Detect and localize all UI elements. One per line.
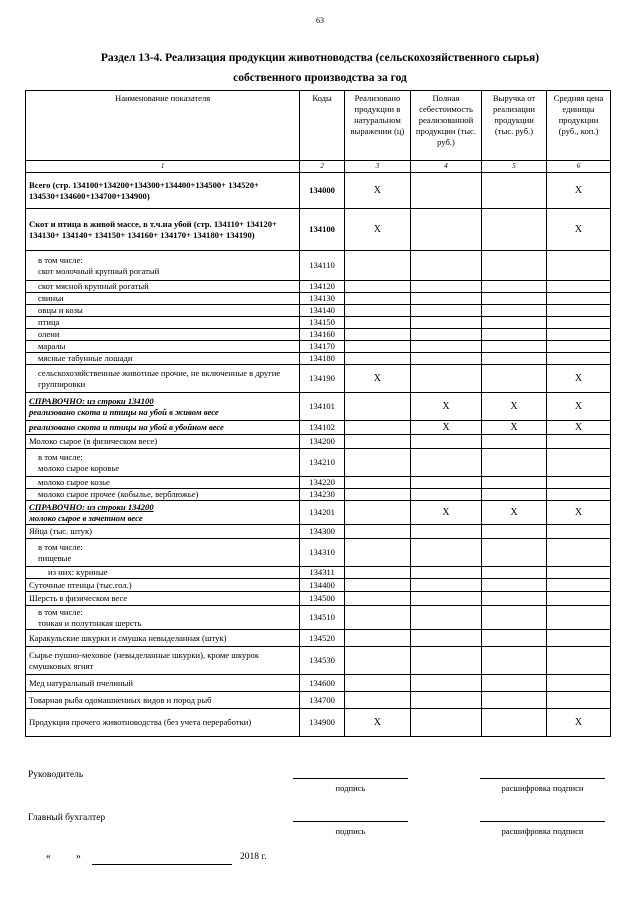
indicator-name [26, 365, 300, 393]
indicator-name [26, 525, 300, 539]
value-cell: X [547, 421, 611, 435]
value-cell [547, 305, 611, 317]
indicator-text: Продукция прочего животноводства (без учета переработки) [29, 717, 252, 727]
table-row [26, 365, 611, 393]
accountant-label: Главный бухгалтер [28, 813, 106, 823]
value-cell [410, 435, 481, 449]
row-code: 134100 [300, 209, 345, 251]
value-cell [344, 647, 410, 675]
indicator-text: скот мясной крупный рогатый [38, 281, 149, 291]
value-cell [410, 449, 481, 477]
value-cell [410, 317, 481, 329]
indicator-name [26, 592, 300, 606]
indicator-text: мясные табунные лошади [38, 353, 133, 363]
table-row [26, 606, 611, 630]
indicator-text: овцы и козы [38, 305, 83, 315]
value-cell [344, 606, 410, 630]
table-row [26, 173, 611, 209]
row-code: 134700 [300, 692, 345, 709]
value-cell [410, 692, 481, 709]
value-cell [344, 579, 410, 592]
value-cell [482, 317, 547, 329]
header-indicator: Наименование показателя [26, 91, 300, 161]
row-code: 134180 [300, 353, 345, 365]
row-code: 134500 [300, 592, 345, 606]
header-codes: Коды [300, 91, 345, 161]
row-code: 134300 [300, 525, 345, 539]
value-cell [410, 329, 481, 341]
column-number: 1 [26, 161, 300, 173]
indicator-text: молоко сырое коровье [38, 462, 120, 473]
row-code: 134110 [300, 251, 345, 281]
value-cell [410, 489, 481, 501]
value-cell [410, 630, 481, 647]
value-cell: X [547, 501, 611, 525]
indicator-text: Каракульские шкурки и смушка невыделанная (штук) [29, 632, 227, 643]
indicator-text: из них: куриные [48, 567, 108, 577]
value-cell [344, 421, 410, 435]
value-cell [410, 647, 481, 675]
value-cell [547, 606, 611, 630]
value-cell [482, 709, 547, 737]
row-code: 134510 [300, 606, 345, 630]
header-avg-price: Средняя цена единицы продукции (руб., коп.) [547, 91, 611, 161]
value-cell [547, 281, 611, 293]
table-row [26, 341, 611, 353]
value-cell: X [410, 421, 481, 435]
value-cell [410, 209, 481, 251]
value-cell [344, 329, 410, 341]
including-label: в том числе: [38, 254, 83, 265]
indicator-name [26, 435, 300, 449]
table-row [26, 567, 611, 579]
indicator-text: Скот и птица в живой массе, в т.ч.на убой (стр. 134110+ 134120+ 134130+ 134140+ 134150+ 134160+ 134170+ 134180+ 134190) [29, 218, 277, 240]
indicator-name [26, 579, 300, 592]
value-cell: X [410, 393, 481, 421]
indicator-name [26, 539, 300, 567]
row-code: 134900 [300, 709, 345, 737]
value-cell [482, 353, 547, 365]
table-row [26, 630, 611, 647]
table-row [26, 647, 611, 675]
indicator-text: Суточные птенцы (тыс.гол.) [29, 579, 132, 590]
value-cell [482, 647, 547, 675]
table-row [26, 209, 611, 251]
value-cell [547, 435, 611, 449]
column-number: 4 [410, 161, 481, 173]
indicator-text: Яйца (тыс. штук) [29, 526, 92, 536]
head-decode-caption: расшифровка подписи [501, 783, 584, 793]
value-cell [410, 606, 481, 630]
value-cell [547, 317, 611, 329]
value-cell [344, 435, 410, 449]
value-cell [410, 592, 481, 606]
table-row [26, 675, 611, 692]
value-cell [482, 692, 547, 709]
row-code: 134101 [300, 393, 345, 421]
value-cell [344, 501, 410, 525]
value-cell [547, 489, 611, 501]
value-cell [410, 341, 481, 353]
value-cell: X [482, 421, 547, 435]
page-number: 63 [316, 16, 324, 25]
row-code: 134160 [300, 329, 345, 341]
row-code: 134000 [300, 173, 345, 209]
value-cell [482, 341, 547, 353]
value-cell [344, 675, 410, 692]
table-row [26, 329, 611, 341]
table-row [26, 293, 611, 305]
value-cell [547, 592, 611, 606]
row-code: 134311 [300, 567, 345, 579]
row-code: 134200 [300, 435, 345, 449]
indicator-text: скот молочный крупный рогатый [38, 265, 160, 276]
value-cell: X [344, 173, 410, 209]
indicator-text: Товарная рыба одомашненных видов и пород рыб [29, 694, 212, 705]
accountant-decode-caption: расшифровка подписи [501, 826, 584, 836]
column-number: 6 [547, 161, 611, 173]
value-cell [410, 281, 481, 293]
value-cell [482, 675, 547, 692]
value-cell [410, 709, 481, 737]
value-cell [482, 329, 547, 341]
value-cell [547, 675, 611, 692]
value-cell [482, 435, 547, 449]
table-row [26, 281, 611, 293]
value-cell [410, 293, 481, 305]
value-cell: X [344, 709, 410, 737]
value-cell [410, 365, 481, 393]
value-cell [482, 606, 547, 630]
row-code: 134190 [300, 365, 345, 393]
value-cell [410, 477, 481, 489]
table-row [26, 251, 611, 281]
value-cell [482, 567, 547, 579]
indicator-text: реализовано скота и птицы на убой в убойном весе [29, 422, 224, 432]
value-cell [410, 251, 481, 281]
value-cell: X [547, 393, 611, 421]
title-line-2: собственного производства за год [233, 72, 407, 84]
value-cell [410, 525, 481, 539]
indicator-text: сельскохозяйственные животные прочие, не включенные в другие группировки [38, 367, 281, 389]
value-cell [482, 173, 547, 209]
value-cell [482, 592, 547, 606]
value-cell [344, 567, 410, 579]
value-cell [547, 449, 611, 477]
value-cell [410, 675, 481, 692]
including-label: в том числе: [38, 541, 83, 552]
value-cell [547, 525, 611, 539]
reference-label: СПРАВОЧНО: из строки 134200 [29, 501, 154, 512]
indicator-text: реализовано скота и птицы на убой в живом весе [29, 406, 219, 417]
value-cell: X [547, 173, 611, 209]
value-cell [482, 251, 547, 281]
date-year: 2018 г. [240, 852, 267, 862]
value-cell [344, 489, 410, 501]
value-cell [410, 305, 481, 317]
row-code: 134530 [300, 647, 345, 675]
table-row [26, 393, 611, 421]
indicator-text: Мед натуральный пчелиный [29, 677, 133, 688]
value-cell [410, 353, 481, 365]
value-cell [547, 477, 611, 489]
indicator-name [26, 477, 300, 489]
value-cell [410, 567, 481, 579]
indicator-name [26, 341, 300, 353]
report-table [25, 90, 611, 737]
date-line [92, 864, 232, 865]
value-cell [410, 539, 481, 567]
header-revenue: Выручка от реализации продукции (тыс. руб.) [482, 91, 547, 161]
table-row [26, 477, 611, 489]
head-label: Руководитель [28, 770, 84, 780]
date-quote-close: » [76, 852, 81, 862]
indicator-name [26, 606, 300, 630]
value-cell [547, 341, 611, 353]
title-line-1: Раздел 13-4. Реализация продукции животноводства (сельскохозяйственного сырья) [100, 52, 540, 64]
value-cell: X [482, 501, 547, 525]
head-sign-caption: подпись [335, 783, 366, 793]
indicator-name [26, 449, 300, 477]
table-row [26, 709, 611, 737]
value-cell [482, 489, 547, 501]
column-number: 5 [482, 161, 547, 173]
indicator-text: птица [38, 317, 60, 327]
including-label: в том числе: [38, 451, 83, 462]
indicator-name [26, 692, 300, 709]
indicator-text: молоко сырое прочее (кобылье, верблюжье) [38, 489, 199, 499]
head-decode-line [480, 778, 605, 779]
value-cell: X [547, 709, 611, 737]
value-cell [344, 449, 410, 477]
reference-label: СПРАВОЧНО: из строки 134100 [29, 395, 154, 406]
value-cell [344, 692, 410, 709]
row-code: 134170 [300, 341, 345, 353]
value-cell [482, 539, 547, 567]
value-cell: X [482, 393, 547, 421]
table-row [26, 579, 611, 592]
value-cell [482, 365, 547, 393]
accountant-decode-line [480, 821, 605, 822]
indicator-text: Шерсть в физическом весе [29, 593, 128, 603]
row-code: 134230 [300, 489, 345, 501]
indicator-name [26, 489, 300, 501]
row-code: 134201 [300, 501, 345, 525]
table-row [26, 525, 611, 539]
indicator-name [26, 709, 300, 737]
table-row [26, 489, 611, 501]
indicator-text: Сырье пушно-меховое (невыделанные шкурки), кроме шкурок смушковых ягнят [29, 649, 259, 671]
value-cell [482, 525, 547, 539]
section-title [0, 48, 640, 88]
indicator-text: молоко сырое козье [38, 477, 110, 487]
accountant-signature-line [293, 821, 408, 822]
indicator-name [26, 630, 300, 647]
indicator-name [26, 305, 300, 317]
row-code: 134120 [300, 281, 345, 293]
indicator-name [26, 647, 300, 675]
value-cell: X [547, 209, 611, 251]
indicator-name [26, 421, 300, 435]
indicator-text: тонкая и полутонкая шерсть [38, 617, 142, 628]
value-cell [344, 477, 410, 489]
value-cell [547, 329, 611, 341]
value-cell [547, 692, 611, 709]
row-code: 134210 [300, 449, 345, 477]
indicator-text: Молоко сырое (в физическом весе) [29, 436, 158, 446]
table-row [26, 421, 611, 435]
row-code: 134150 [300, 317, 345, 329]
value-cell: X [344, 365, 410, 393]
value-cell [344, 393, 410, 421]
value-cell [547, 567, 611, 579]
table-row [26, 317, 611, 329]
table-row [26, 592, 611, 606]
indicator-name [26, 675, 300, 692]
head-signature-line [293, 778, 408, 779]
table-row [26, 449, 611, 477]
table-row [26, 692, 611, 709]
row-code: 134600 [300, 675, 345, 692]
row-code: 134140 [300, 305, 345, 317]
indicator-name [26, 501, 300, 525]
value-cell [482, 630, 547, 647]
value-cell [547, 293, 611, 305]
indicator-text: маралы [38, 341, 66, 351]
indicator-text: Всего (стр. 134100+134200+134300+134400+134500+ 134520+ 134530+134600+134700+134900) [29, 179, 259, 201]
value-cell [482, 477, 547, 489]
indicator-text: олени [38, 329, 60, 339]
header-full-cost: Полная себестоимость реализованной продукции (тыс. руб.) [410, 91, 481, 161]
date-quote-open: « [46, 852, 51, 862]
indicator-text: пищевые [38, 552, 72, 563]
value-cell: X [547, 365, 611, 393]
row-code: 134102 [300, 421, 345, 435]
row-code: 134220 [300, 477, 345, 489]
indicator-name [26, 317, 300, 329]
table-row [26, 435, 611, 449]
table-row [26, 305, 611, 317]
value-cell [482, 293, 547, 305]
indicator-name [26, 329, 300, 341]
value-cell [410, 173, 481, 209]
value-cell [344, 539, 410, 567]
value-cell [344, 293, 410, 305]
accountant-sign-caption: подпись [335, 826, 366, 836]
value-cell [482, 281, 547, 293]
value-cell [344, 630, 410, 647]
value-cell [344, 317, 410, 329]
value-cell [482, 449, 547, 477]
value-cell [344, 525, 410, 539]
value-cell [344, 592, 410, 606]
indicator-name [26, 353, 300, 365]
row-code: 134310 [300, 539, 345, 567]
row-code: 134400 [300, 579, 345, 592]
value-cell [344, 305, 410, 317]
including-label: в том числе: [38, 606, 83, 617]
indicator-text: молоко сырое в зачетном весе [29, 512, 143, 523]
table-row [26, 539, 611, 567]
indicator-name [26, 251, 300, 281]
table-row [26, 501, 611, 525]
indicator-name [26, 209, 300, 251]
value-cell [482, 579, 547, 592]
value-cell [410, 579, 481, 592]
value-cell [482, 305, 547, 317]
value-cell [344, 341, 410, 353]
value-cell [344, 251, 410, 281]
column-number: 2 [300, 161, 345, 173]
value-cell: X [410, 501, 481, 525]
header-sold-natural: Реализовано продукции в натуральном выражении (ц) [344, 91, 410, 161]
value-cell [547, 251, 611, 281]
value-cell [482, 209, 547, 251]
value-cell [547, 630, 611, 647]
value-cell [547, 647, 611, 675]
value-cell [344, 281, 410, 293]
row-code: 134520 [300, 630, 345, 647]
indicator-name [26, 281, 300, 293]
table-row [26, 353, 611, 365]
indicator-name [26, 173, 300, 209]
value-cell: X [344, 209, 410, 251]
column-number: 3 [344, 161, 410, 173]
value-cell [547, 353, 611, 365]
indicator-text: свиньи [38, 293, 64, 303]
indicator-name [26, 293, 300, 305]
indicator-name [26, 393, 300, 421]
value-cell [344, 353, 410, 365]
value-cell [547, 579, 611, 592]
indicator-name [26, 567, 300, 579]
row-code: 134130 [300, 293, 345, 305]
value-cell [547, 539, 611, 567]
